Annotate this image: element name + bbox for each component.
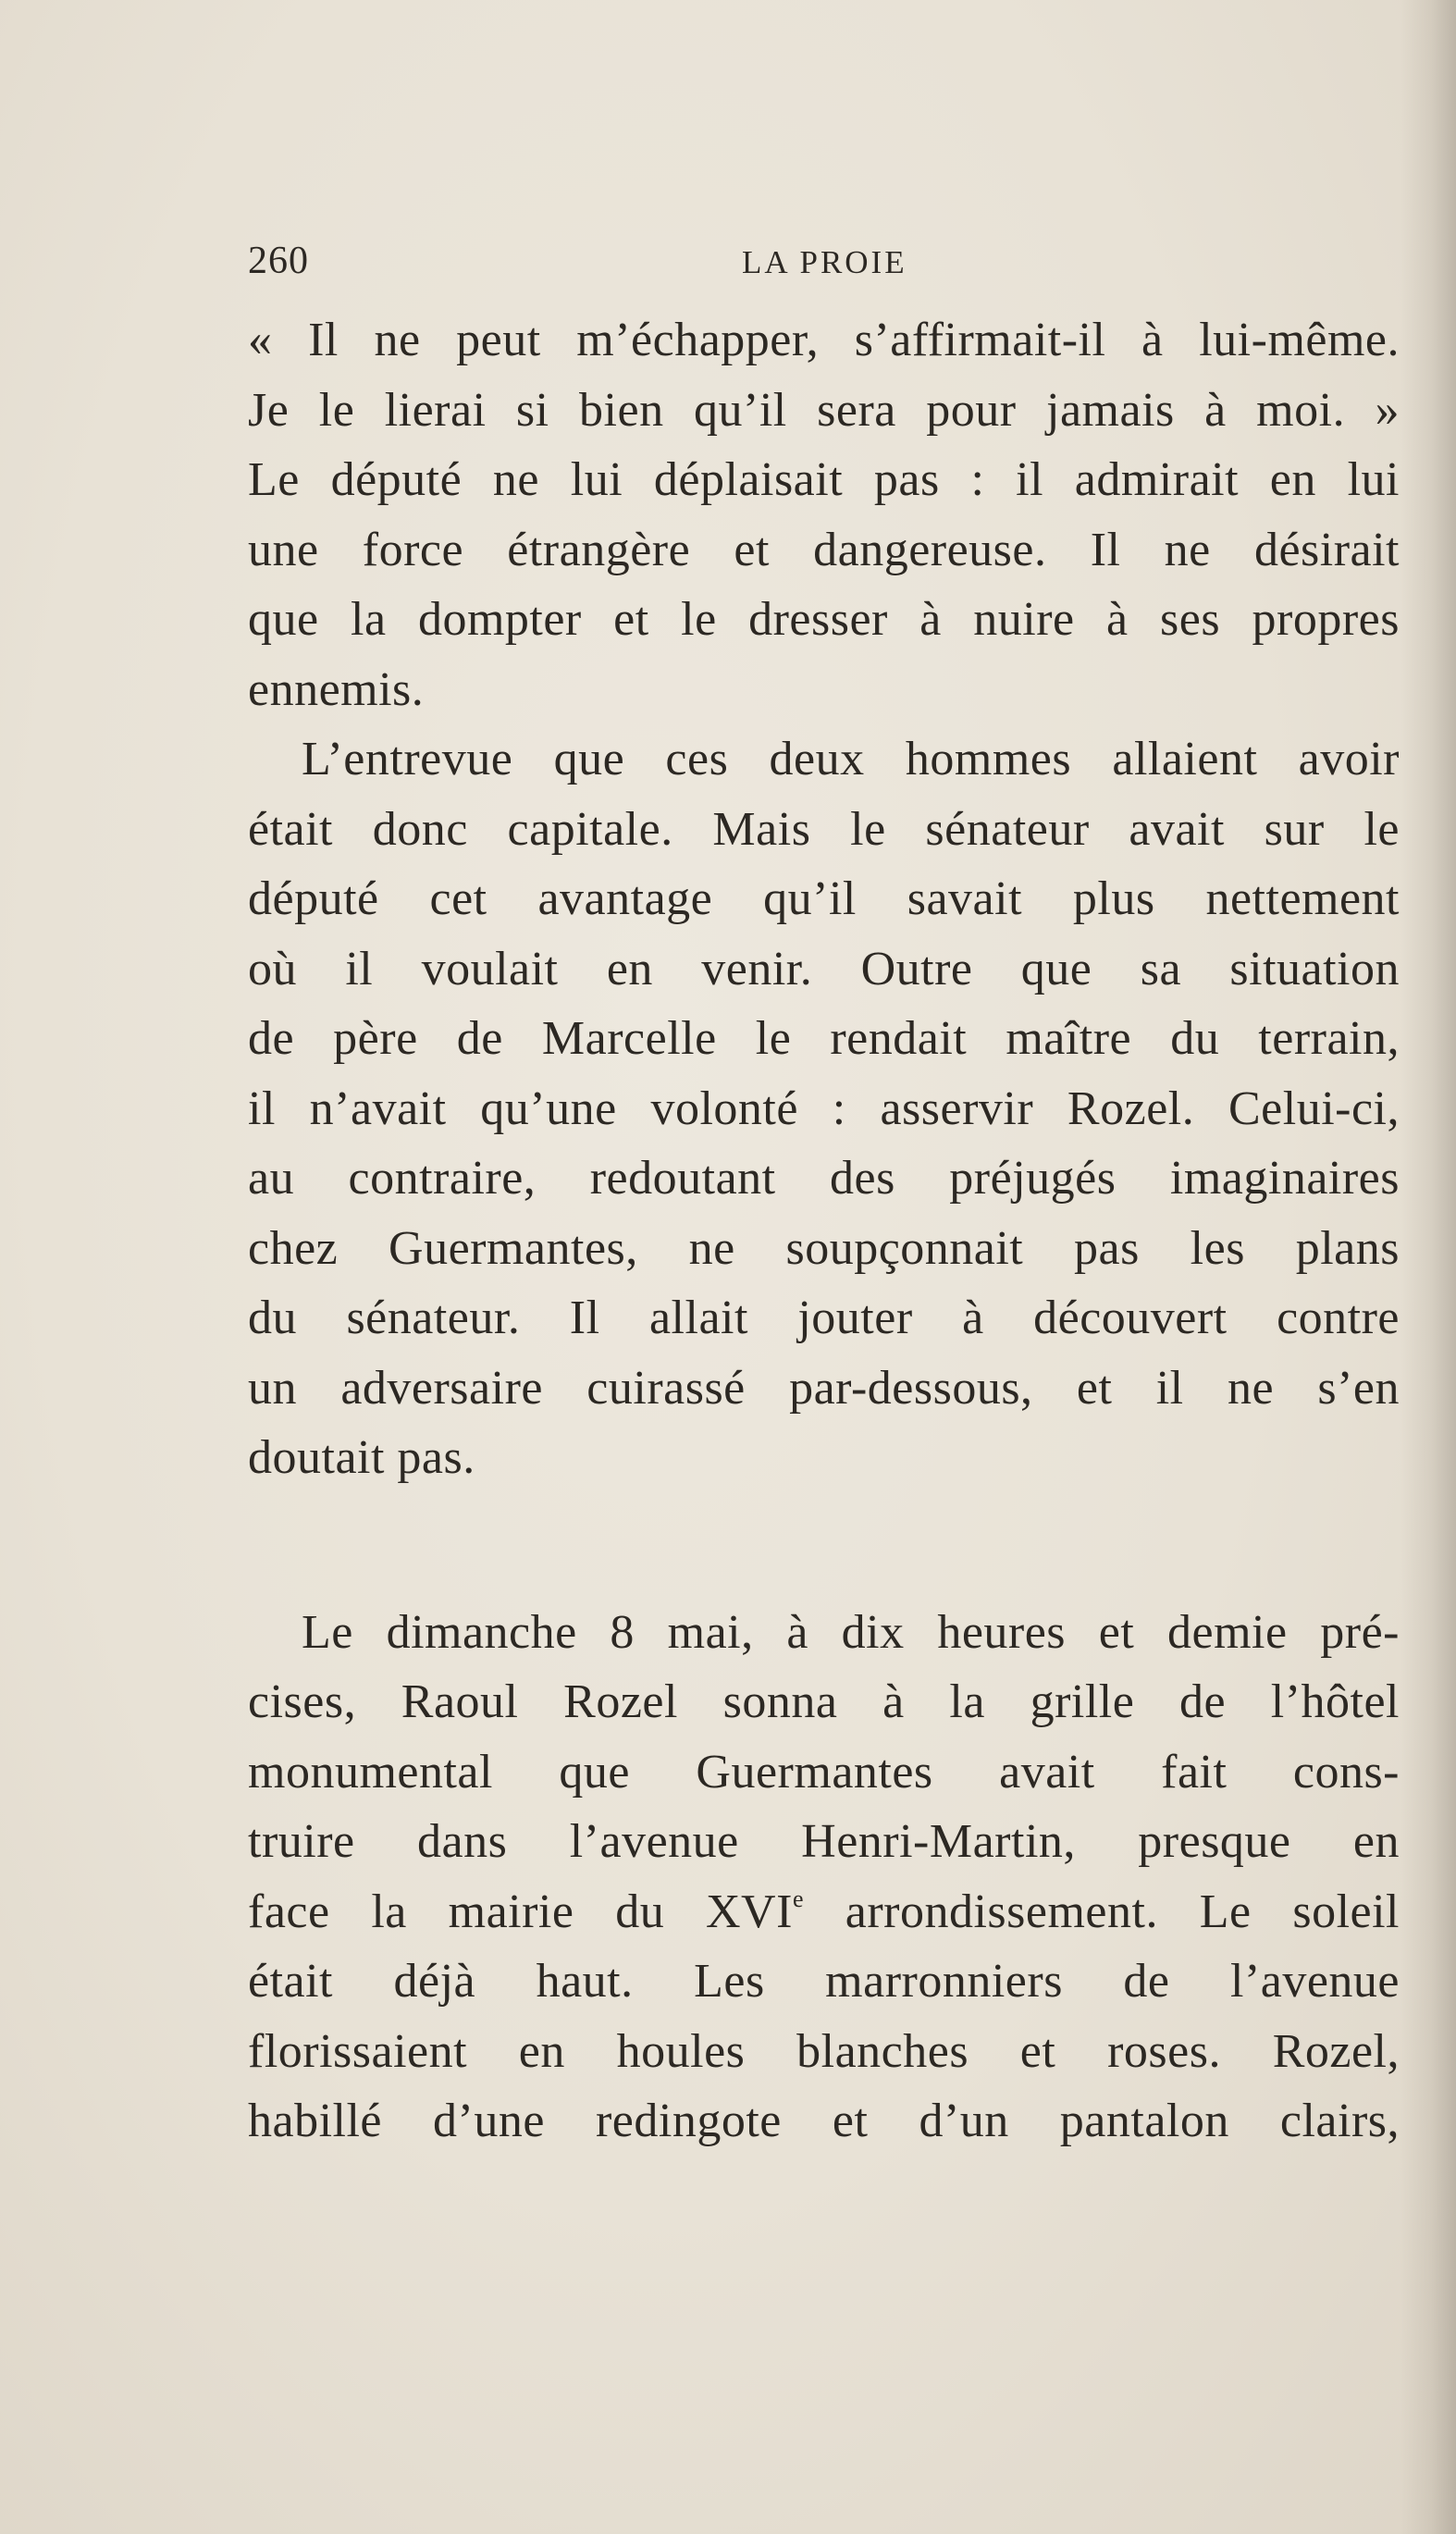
text-line: Je le lierai si bien qu’il sera pour jamais à moi. » [248, 383, 1400, 437]
text-line: de père de Marcelle le rendait maître du terrain, [248, 1012, 1400, 1065]
text-line: « Il ne peut m’échapper, s’affirmait-il à lui-même. [248, 314, 1400, 366]
page-number: 260 [248, 240, 309, 282]
text-line: que la dompter et le dresser à nuire à ses propres [248, 593, 1400, 646]
text-fragment: face la mairie du XVI [248, 1885, 793, 1938]
paragraph [248, 724, 1400, 1493]
text-line: député cet avantage qu’il savait plus nettement [248, 872, 1400, 925]
text-line: était donc capitale. Mais le sénateur avait sur le [248, 802, 1400, 856]
text-line: au contraire, redoutant des préjugés imaginaires [248, 1152, 1400, 1205]
text-line: Le dimanche 8 mai, à dix heures et demie pré- [302, 1605, 1400, 1659]
text-line: truire dans l’avenue Henri-Martin, presque en [248, 1815, 1400, 1868]
page-edge-shadow [1400, 0, 1456, 2534]
text-line [248, 1877, 1400, 1947]
body-text [248, 305, 1400, 2157]
text-line: habillé d’une redingote et d’un pantalon clairs, [248, 2095, 1400, 2147]
paragraph [248, 1598, 1400, 2157]
text-line: un adversaire cuirassé par-dessous, et il ne s’en [248, 1361, 1400, 1415]
text-line: L’entrevue que ces deux hommes allaient avoir [302, 733, 1400, 785]
text-line: où il voulait en venir. Outre que sa situation [248, 942, 1400, 995]
text-line: chez Guermantes, ne soupçonnait pas les plans [248, 1221, 1400, 1275]
text-line: il n’avait qu’une volonté : asservir Rozel. Celui-ci, [248, 1082, 1400, 1135]
paragraph [248, 305, 1400, 724]
running-head [248, 239, 1400, 294]
text-line: était déjà haut. Les marronniers de l’avenue [248, 1955, 1400, 2008]
text-line: Le député ne lui déplaisait pas : il admirait en lui [248, 453, 1400, 506]
text-line: doutait pas. [248, 1431, 475, 1484]
text-line: ennemis. [248, 662, 425, 716]
text-line: cises, Raoul Rozel sonna à la grille de l’hôtel [248, 1675, 1400, 1728]
superscript: e [792, 1885, 804, 1912]
running-title: LA PROIE [742, 244, 907, 280]
section-break [248, 1493, 1400, 1598]
text-line: du sénateur. Il allait jouter à découvert contre [248, 1292, 1400, 1344]
text-fragment: arrondissement. Le soleil [803, 1885, 1400, 1938]
text-line: monumental que Guermantes avait fait cons- [248, 1745, 1400, 1799]
text-line: une force étrangère et dangereuse. Il ne désirait [248, 523, 1400, 576]
text-line: florissaient en houles blanches et roses. Rozel, [248, 2024, 1400, 2078]
